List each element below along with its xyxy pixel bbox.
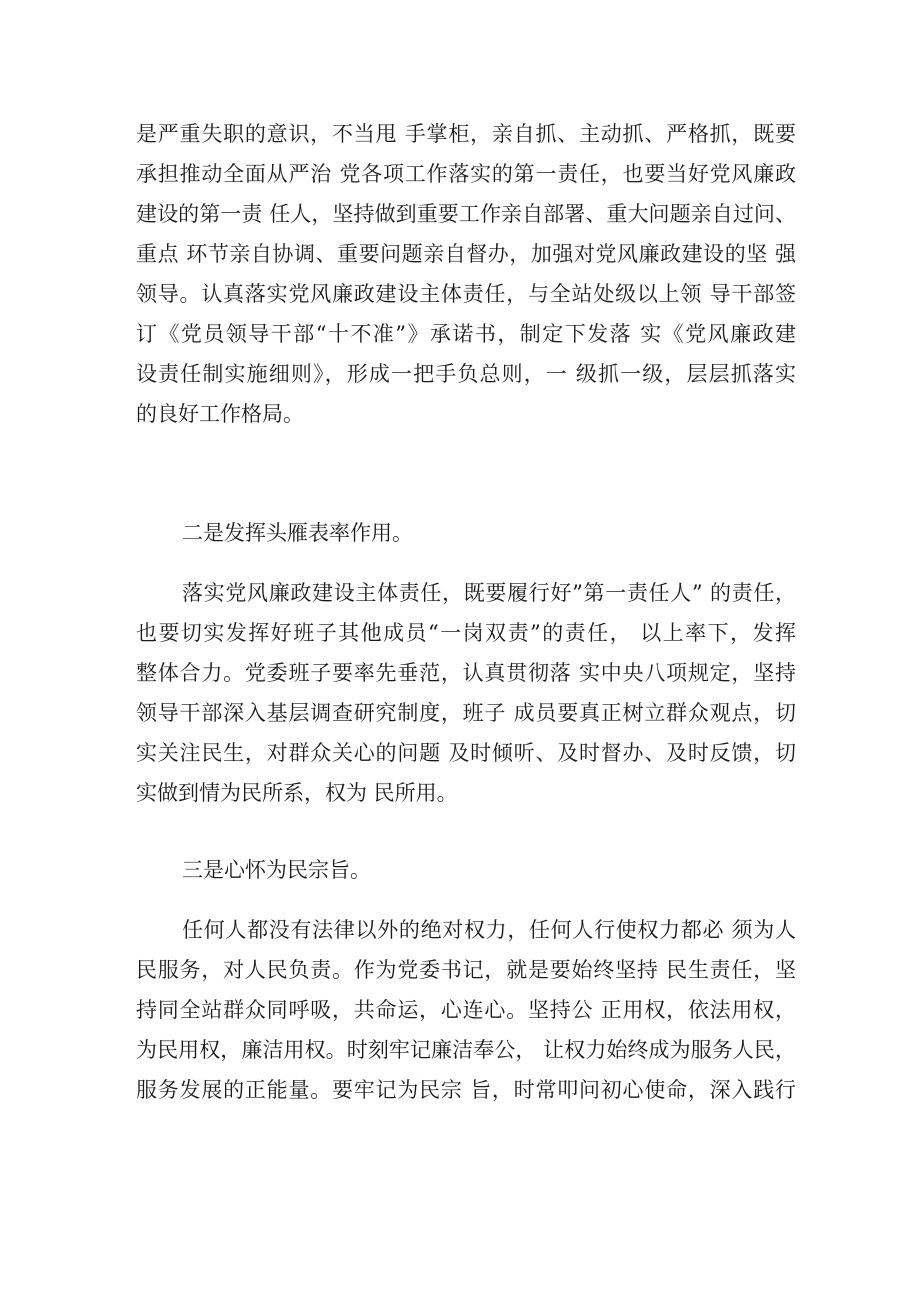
text-line: 服务发展的正能量。要牢记为民宗 旨，时常叩问初心使命，深入践行 xyxy=(136,1078,796,1102)
text-line: 整体合力。党委班子要率先垂范，认真贯彻落 实中央八项规定，坚持 xyxy=(136,661,796,685)
text-line: 也要切实发挥好班子其他成员“一岗双责”的责任， 以上率下，发挥 xyxy=(136,621,796,645)
section-heading-3: 三是心怀为民宗旨。 xyxy=(182,858,371,882)
text-line: 重点 环节亲自协调、重要问题亲自督办，加强对党风廉政建设的坚 强 xyxy=(136,242,796,266)
text-line: 承担推动全面从严治 党各项工作落实的第一责任，也要当好党风廉政 xyxy=(136,162,796,186)
paragraph-1 xyxy=(136,114,796,434)
text-line: 为民用权，廉洁用权。时刻牢记廉洁奉公， 让权力始终成为服务人民， xyxy=(136,1038,796,1062)
text-line: 持同全站群众同呼吸，共命运，心连心。坚持公 正用权，依法用权， xyxy=(136,998,796,1022)
text-line: 的良好工作格局。 xyxy=(136,402,304,426)
text-line: 建设的第一责 任人，坚持做到重要工作亲自部署、重大问题亲自过问、 xyxy=(136,202,796,226)
text-line: 领导。认真落实党风廉政建设主体责任，与全站处级以上领 导干部签 xyxy=(136,282,796,306)
text-line: 设责任制实施细则》，形成一把手负总则，一 级抓一级，层层抓落实 xyxy=(136,362,796,386)
text-line: 实关注民生，对群众关心的问题 及时倾听、及时督办、及时反馈，切 xyxy=(136,741,796,765)
text-line: 落实党风廉政建设主体责任，既要履行好”第一责任人” 的责任， xyxy=(182,581,796,605)
text-line: 领导干部深入基层调查研究制度，班子 成员要真正树立群众观点，切 xyxy=(136,701,796,725)
section-heading-2: 二是发挥头雁表率作用。 xyxy=(182,521,413,545)
text-line: 民服务，对人民负责。作为党委书记，就是要始终坚持 民生责任，坚 xyxy=(136,958,796,982)
paragraph-2 xyxy=(136,573,796,813)
text-line: 是严重失职的意识，不当甩 手掌柜，亲自抓、主动抓、严格抓，既要 xyxy=(136,122,796,146)
paragraph-3 xyxy=(136,910,796,1110)
text-line: 任何人都没有法律以外的绝对权力，任何人行使权力都必 须为人 xyxy=(182,918,796,942)
text-line: 订《党员领导干部“十不准”》承诺书，制定下发落 实《党风廉政建 xyxy=(136,322,796,346)
text-line: 实做到情为民所系，权为 民所用。 xyxy=(136,781,458,805)
